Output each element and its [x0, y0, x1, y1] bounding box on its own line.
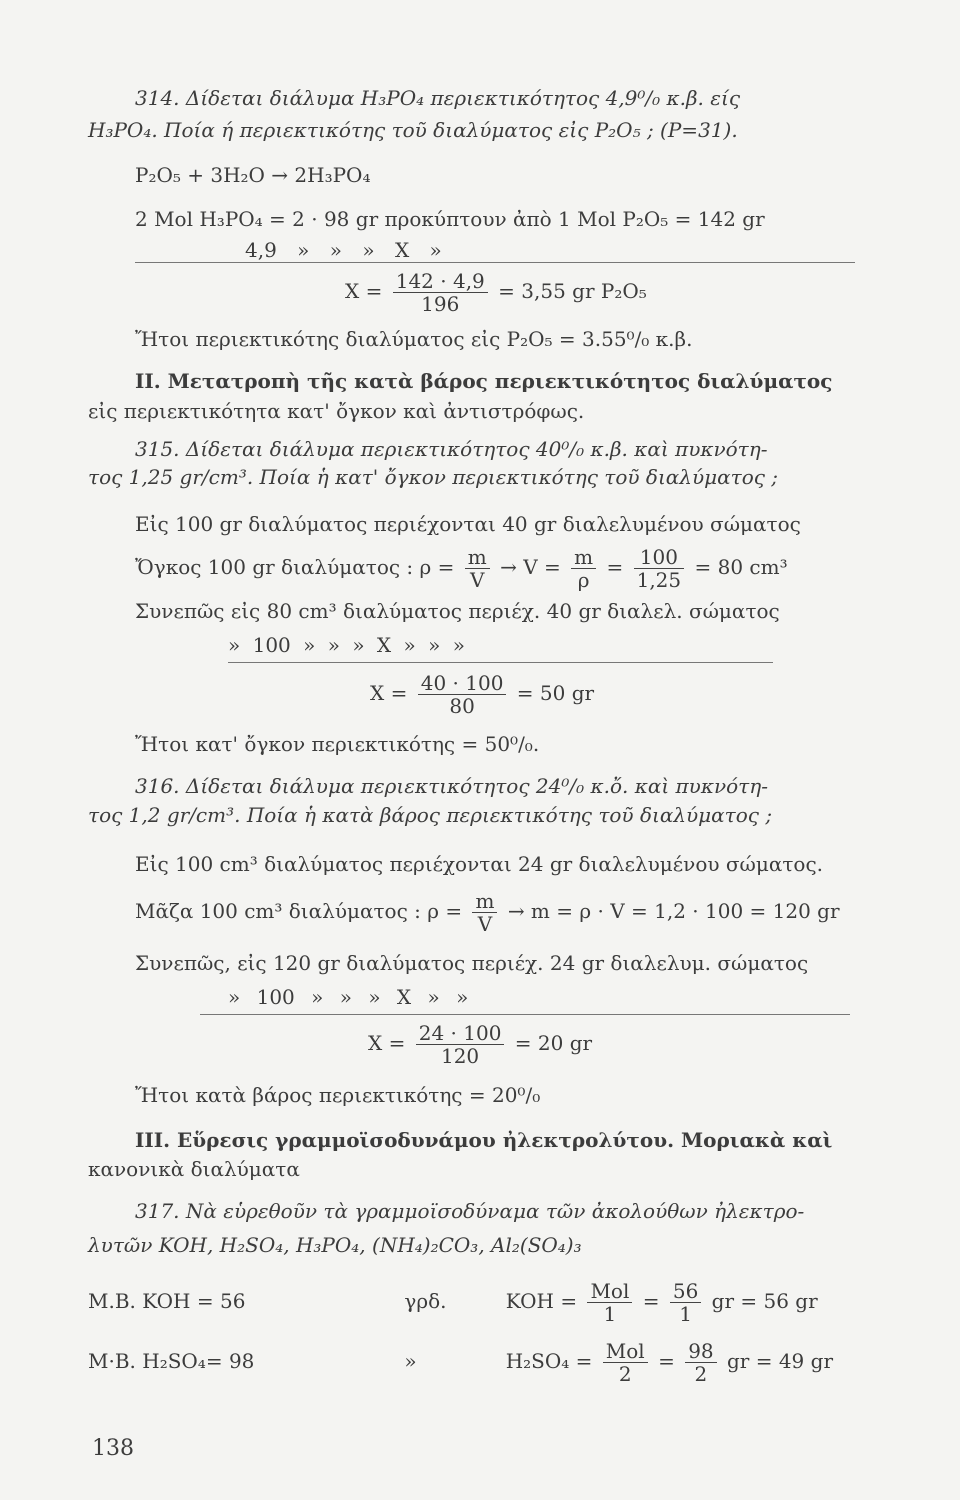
problem-315-line-1: 315. Δίδεται διάλυμα περιεκτικότητος 40⁰/₀ κ.β. καὶ πυκνότη- [135, 437, 768, 461]
gram-equivalent-label: γρδ. [404, 1289, 447, 1313]
section-2-heading: II. Μετατροπὴ τῆς κατὰ βάρος περιεκτικότητος διαλύματος [135, 369, 833, 393]
denominator: 80 [449, 694, 475, 718]
problem-317-line-1: 317. Νὰ εὑρεθοῦν τὰ γραμμοϊσοδύναμα τῶν ἀκολούθων ἠλεκτρο- [135, 1199, 805, 1223]
h2so4-row [88, 1340, 833, 1385]
section-2-heading-cont: εἰς περιεκτικότητα κατ' ὄγκον καὶ ἀντιστρόφως. [88, 399, 585, 423]
section-3-heading: III. Εὕρεσις γραμμοϊσοδυνάμου ἠλεκτρολύτου. Μοριακὰ καὶ [135, 1128, 833, 1152]
divider-line [200, 1014, 850, 1015]
fraction-mol-over-2 [603, 1340, 648, 1385]
fraction [393, 270, 488, 315]
numerator: m [472, 890, 497, 913]
result: = 80 cm³ [694, 555, 788, 579]
numerator: m [571, 546, 596, 569]
problem-315-conclusion: Ἤτοι κατ' ὄγκον περιεκτικότης = 50⁰/₀. [135, 732, 540, 756]
problem-315-volume-formula [135, 546, 788, 591]
problem-314-line-5: 4,9 » » » X » [245, 238, 442, 262]
problem-315-line-5: Συνεπῶς εἰς 80 cm³ διαλύματος περιέχ. 40 gr διαλελ. σώματος [135, 599, 780, 623]
divider-line [135, 262, 855, 263]
section-3-heading-cont: κανονικὰ διαλύματα [88, 1157, 300, 1181]
numerator: 98 [685, 1340, 716, 1363]
problem-316-line-3: Εἰς 100 cm³ διαλύματος περιέχονται 24 gr διαλελυμένου σώματος. [135, 852, 824, 876]
problem-316-line-6: » 100 » » » X » » [228, 985, 469, 1009]
denominator: V [470, 568, 485, 592]
formula-label: Ὄγκος 100 gr διαλύματος : ρ = [135, 555, 455, 579]
ditto-mark: » [404, 1349, 417, 1373]
problem-314-line-1: 314. Δίδεται διάλυμα H₃PO₄ περιεκτικότητος 4,9⁰/₀ κ.β. είς [135, 86, 741, 110]
fraction-98-over-2 [685, 1340, 716, 1385]
problem-316-line-2: τος 1,2 gr/cm³. Ποία ἡ κατὰ βάρος περιεκτικότης τοῦ διαλύματος ; [88, 803, 773, 827]
denominator: 2 [694, 1362, 708, 1386]
problem-316-mass-formula [135, 890, 840, 935]
denominator: ρ [577, 568, 590, 592]
divider-line [228, 662, 773, 663]
denominator: 196 [421, 292, 460, 316]
numerator: 142 · 4,9 [393, 270, 488, 293]
numerator: 24 · 100 [416, 1022, 505, 1045]
denominator: 1,25 [636, 568, 682, 592]
fraction-m-over-v [465, 546, 490, 591]
equals: = [606, 555, 624, 579]
equals: = [658, 1349, 675, 1373]
fraction-100-over-125 [634, 546, 685, 591]
numerator: Mol [603, 1340, 648, 1363]
problem-314-conclusion: Ἤτοι περιεκτικότης διαλύματος εἰς P₂O₅ = 3.55⁰/₀ κ.β. [135, 327, 693, 351]
fraction-m-over-rho [571, 546, 596, 591]
problem-316-fraction [368, 1022, 592, 1067]
denominator: 2 [618, 1362, 632, 1386]
fraction-56-over-1 [670, 1280, 701, 1325]
fraction-m-over-v [472, 890, 497, 935]
numerator: 100 [634, 546, 685, 569]
equals: = [642, 1289, 660, 1313]
problem-315-line-6: » 100 » » » X » » » [228, 633, 465, 657]
denominator: V [477, 912, 493, 936]
problem-317-line-2: λυτῶν KOH, H₂SO₄, H₃PO₄, (NH₄)₂CO₃, Al₂(SO₄)₃ [88, 1233, 582, 1257]
page-number: 138 [92, 1436, 134, 1461]
numerator: Mol [587, 1280, 632, 1303]
numerator: m [465, 546, 490, 569]
mass-result: → m = ρ · V = 1,2 · 100 = 120 gr [507, 899, 840, 923]
problem-314-fraction [345, 270, 647, 315]
problem-316-line-1: 316. Δίδεται διάλυμα περιεκτικότητος 24⁰/₀ κ.ὄ. καὶ πυκνότη- [135, 774, 768, 798]
x-label: X = [345, 279, 383, 303]
result: = 20 gr [514, 1031, 593, 1055]
x-label: X = [368, 1031, 406, 1055]
arrow-v: → V = [500, 555, 561, 579]
formula-label: Μᾶζα 100 cm³ διαλύματος : ρ = [135, 899, 463, 923]
problem-314-line-2: H₃PO₄. Ποία ή περιεκτικότης τοῦ διαλύματος εἰς P₂O₅ ; (P=31). [88, 118, 738, 142]
fraction [416, 1022, 505, 1067]
problem-316-line-5: Συνεπῶς, εἰς 120 gr διαλύματος περιέχ. 24 gr διαλελυμ. σώματος [135, 951, 809, 975]
result: = 3,55 gr P₂O₅ [498, 279, 647, 303]
h2so4-label: H₂SO₄ = [505, 1349, 593, 1373]
denominator: 1 [603, 1302, 617, 1326]
h2so4-molar-mass: M·B. H₂SO₄= 98 [88, 1349, 255, 1373]
problem-315-fraction [370, 672, 594, 717]
koh-row [88, 1280, 818, 1325]
reaction-equation: P₂O₅ + 3H₂O → 2H₃PO₄ [135, 163, 371, 187]
result: gr = 49 gr [727, 1349, 834, 1373]
numerator: 40 · 100 [418, 672, 507, 695]
problem-315-line-3: Εἰς 100 gr διαλύματος περιέχονται 40 gr διαλελυμένου σώματος [135, 512, 801, 536]
koh-molar-mass: M.B. KOH = 56 [88, 1289, 246, 1313]
fraction-mol-over-1 [587, 1280, 632, 1325]
problem-314-line-4: 2 Mol H₃PO₄ = 2 · 98 gr προκύπτουν ἀπὸ 1 Mol P₂O₅ = 142 gr [135, 207, 765, 231]
koh-label: KOH = [505, 1289, 578, 1313]
result: gr = 56 gr [711, 1289, 818, 1313]
fraction [418, 672, 507, 717]
x-label: X = [370, 681, 408, 705]
problem-315-line-2: τος 1,25 gr/cm³. Ποία ἡ κατ' ὄγκον περιεκτικότης τοῦ διαλύματος ; [88, 465, 779, 489]
denominator: 120 [440, 1044, 480, 1068]
result: = 50 gr [516, 681, 595, 705]
problem-316-conclusion: Ἤτοι κατὰ βάρος περιεκτικότης = 20⁰/₀ [135, 1083, 541, 1107]
numerator: 56 [670, 1280, 701, 1303]
denominator: 1 [679, 1302, 692, 1326]
